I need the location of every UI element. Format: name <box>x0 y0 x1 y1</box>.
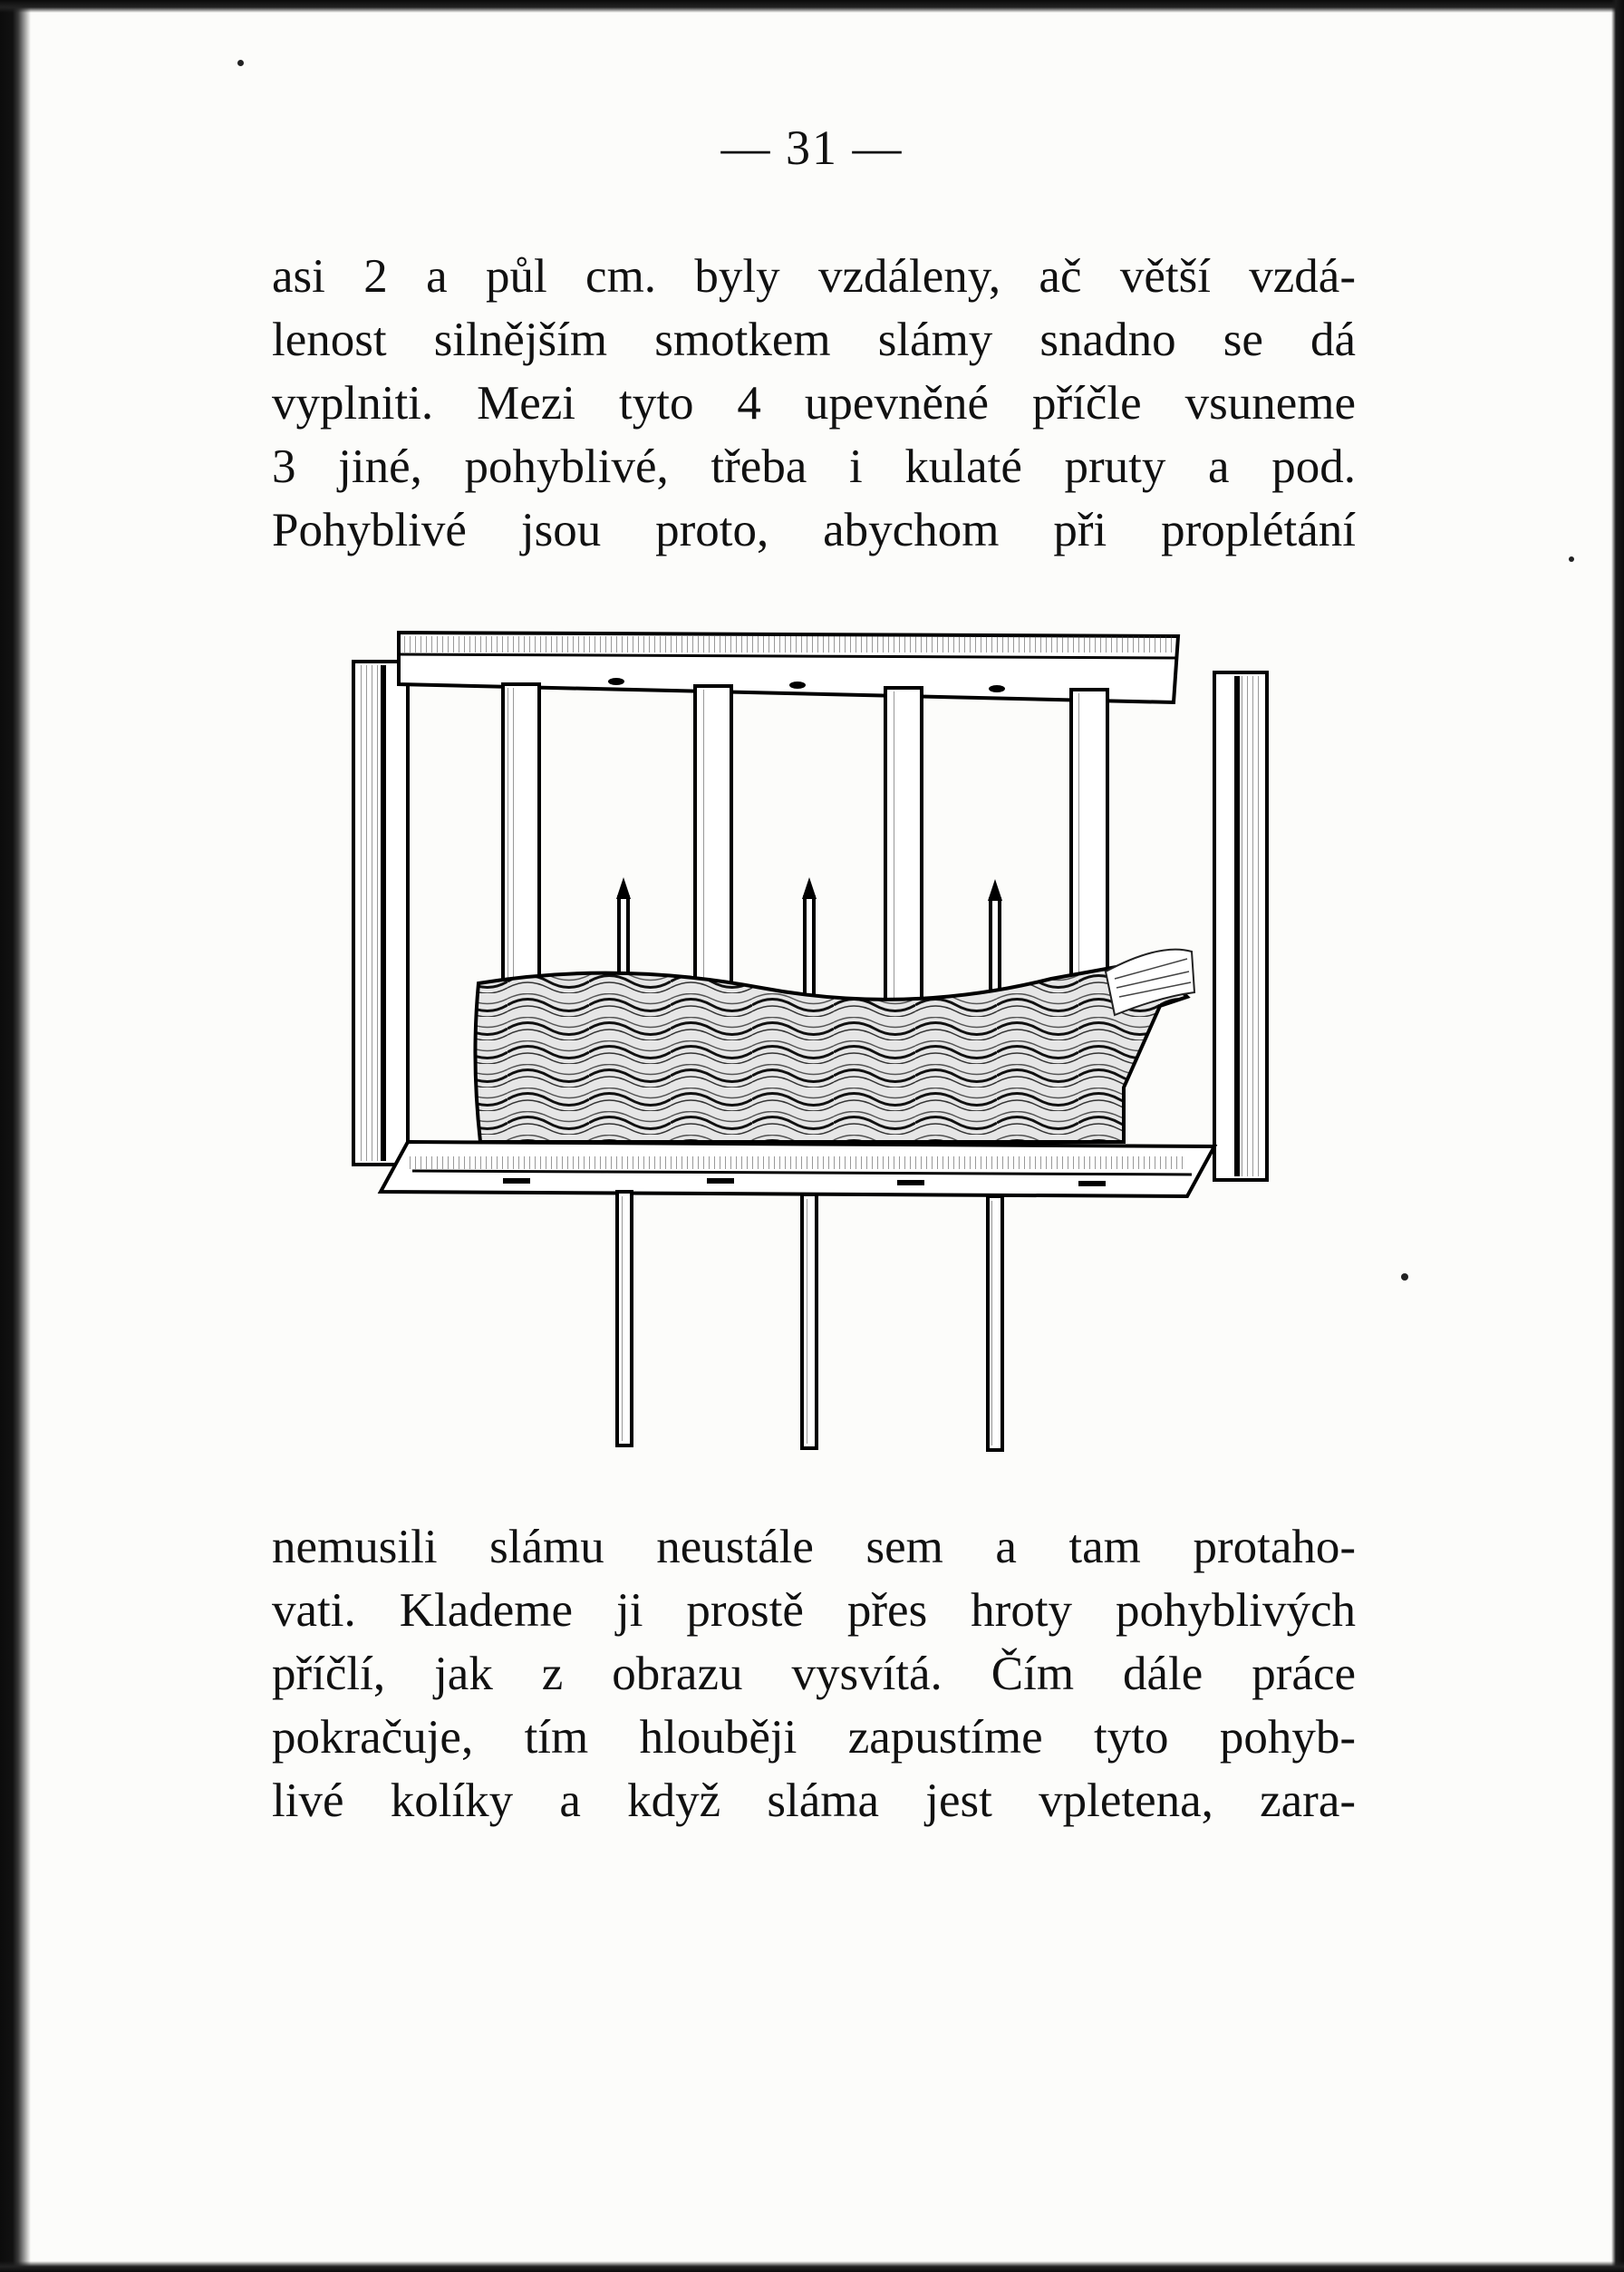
text-line: lenost silnějším smotkem slámy snadno se dá <box>272 314 1356 366</box>
movable-peg-top <box>802 877 817 1006</box>
ink-speck <box>1569 556 1574 562</box>
movable-peg-top <box>988 879 1002 1006</box>
fixed-bar <box>695 686 731 1006</box>
paragraph-top <box>272 245 1356 562</box>
movable-peg-bottom <box>988 1196 1002 1450</box>
frame-bottom-beam <box>381 1142 1214 1196</box>
weaving-frame-illustration <box>344 616 1287 1477</box>
page-number: — 31 — <box>720 121 904 175</box>
text-line: asi 2 a půl cm. byly vzdáleny, ač větší vzdá- <box>272 250 1356 303</box>
fixed-bar <box>1071 690 1107 1006</box>
frame-right-post <box>1214 672 1267 1180</box>
text-line: livé kolíky a když sláma jest vpletena, zara- <box>272 1774 1356 1827</box>
text-line: nemusili slámu neustále sem a tam protaho- <box>272 1521 1356 1573</box>
text-line: pokračuje, tím hlouběji zapustíme tyto pohyb- <box>272 1711 1356 1764</box>
page-edge-left <box>0 0 31 2272</box>
movable-peg-bottom <box>617 1192 632 1445</box>
fixed-bar <box>503 684 539 1006</box>
text-line: příčlí, jak z obrazu vysvítá. Čím dále práce <box>272 1648 1356 1700</box>
page-edge-top <box>0 0 1624 13</box>
ink-speck <box>1401 1273 1408 1281</box>
page-edge-right <box>1611 0 1624 2272</box>
text-line: Pohyblivé jsou proto, abychom při proplétání <box>272 504 1356 556</box>
paragraph-bottom <box>272 1515 1356 1832</box>
text-line: 3 jiné, pohyblivé, třeba i kulaté pruty a pod. <box>272 440 1356 493</box>
fixed-bar <box>885 688 922 1006</box>
page-edge-bottom <box>0 2261 1624 2272</box>
frame-left-post <box>353 662 408 1165</box>
woven-straw <box>475 950 1194 1142</box>
movable-peg-bottom <box>802 1194 817 1448</box>
text-line: vyplniti. Mezi tyto 4 upevněné příčle vsuneme <box>272 377 1356 430</box>
text-line: vati. Klademe ji prostě přes hroty pohyblivých <box>272 1584 1356 1637</box>
ink-speck <box>237 60 244 66</box>
